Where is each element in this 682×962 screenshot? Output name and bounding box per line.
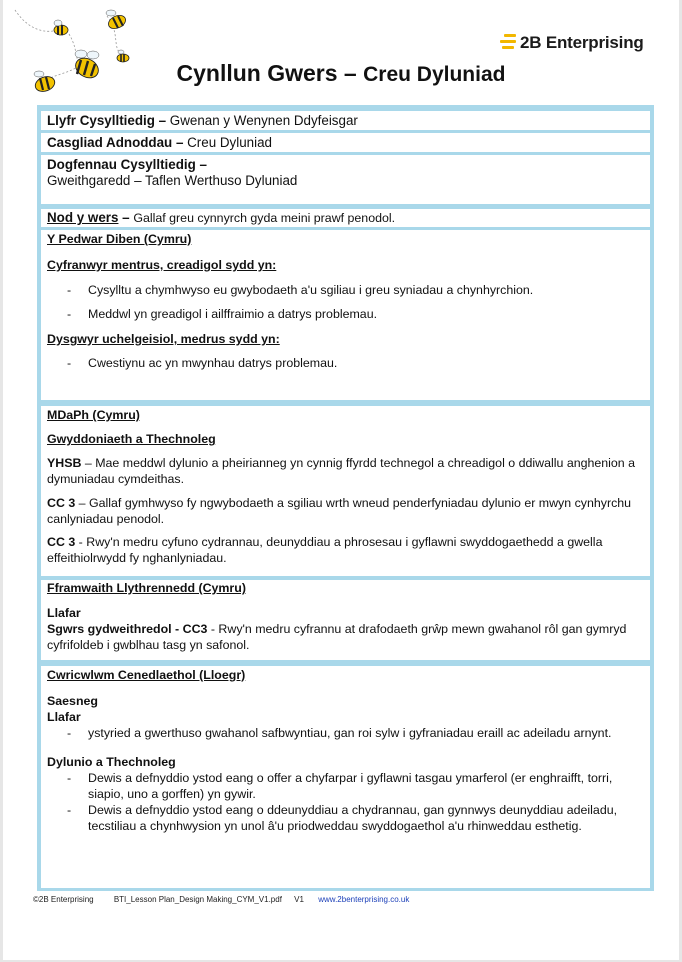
list-item: - ystyried a gwerthuso gwahanol safbwyntiau, gan roi sylw i gyfraniadau eraill ac adeiladu arnynt. xyxy=(47,725,644,741)
subsection-heading: Cyfranwyr mentrus, creadigol sydd yn: xyxy=(47,258,277,272)
lesson-plan-table xyxy=(37,105,654,891)
linked-book-row: Llyfr Cysylltiedig – Gwenan y Wenynen Ddyfeisgar xyxy=(40,110,651,131)
statement-item: CC 3 - Rwy'n medru cyfuno cydrannau, deunyddiau a phrosesau i gyflawni swyddogaethedd a gwella effeithiolrwydd fy nghanlyniadau. xyxy=(47,535,603,565)
section-heading: MDaPh (Cymru) xyxy=(47,408,140,422)
literacy-framework-section xyxy=(40,579,651,661)
national-curriculum-section xyxy=(40,665,651,889)
lesson-aim-row: Nod y wers – Gallaf greu cynnyrch gyda meini prawf penodol. xyxy=(40,208,651,228)
section-heading: Y Pedwar Diben (Cymru) xyxy=(47,232,192,246)
list-item: - Meddwl yn greadigol i ailffraimio a datrys problemau. xyxy=(47,306,644,322)
logo-mark-icon xyxy=(500,32,518,54)
subsection-label: Dylunio a Thechnoleg xyxy=(47,755,176,769)
section-heading: Cwricwlwm Cenedlaethol (Lloegr) xyxy=(47,668,246,682)
statement-item: CC 3 – Gallaf gymhwyso fy ngwybodaeth a sgiliau wrth wneud penderfyniadau dylunio er mwyn cynhyrchu canlyniadau penodol. xyxy=(47,496,632,526)
section-heading: Fframwaith Llythrennedd (Cymru) xyxy=(47,581,246,595)
statement-item: Sgwrs gydweithredol - CC3 - Rwy'n medru cyfrannu at drafodaeth grŵp mewn gwahanol rôl gan gymryd cyfrifoldeb i gwblhau tasg yn safonol. xyxy=(47,622,627,652)
list-item: - Cwestiynu ac yn mwynhau datrys problemau. xyxy=(47,355,644,371)
subsection-heading: Gwyddoniaeth a Thechnoleg xyxy=(47,432,216,446)
subsection-label: Llafar xyxy=(47,606,81,620)
linked-documents-row: Dogfennau Cysylltiedig – Gweithgaredd – Taflen Werthuso Dyluniad xyxy=(40,154,651,205)
logo-text: 2B Enterprising xyxy=(520,33,644,52)
list-item: - Dewis a defnyddio ystod eang o ddeunyddiau a chydrannau, gan gynnwys deunyddiau adeiladu, tecstiliau a chynhwysion yn unol â'u priodweddau swyddogaethol a'u rhinweddau esthetig. xyxy=(47,802,644,834)
page-title: Cynllun Gwers – Creu Dyluniad xyxy=(176,60,506,86)
list-item: - Cysylltu a chymhwyso eu gwybodaeth a'u sgiliau i greu syniadau a chynhyrchion. xyxy=(47,282,644,298)
document-page xyxy=(3,0,679,960)
brand-logo xyxy=(500,27,660,59)
mdaph-section xyxy=(40,405,651,577)
statement-item: YHSB – Mae meddwl dylunio a pheirianneg yn cynnig ffyrdd technegol a chreadigol o ddiwallu anghenion a dymuniadau cymdeithas. xyxy=(47,456,636,486)
subsection-label: Llafar xyxy=(47,710,81,724)
four-purposes-section xyxy=(40,229,651,401)
subsection-heading: Dysgwyr uchelgeisiol, medrus sydd yn: xyxy=(47,332,280,346)
list-item: - Dewis a defnyddio ystod eang o offer a chyfarpar i gyflawni tasgau ymarferol (er enghraifft, torri, siapio, uno a gorffen) yn gywir. xyxy=(47,770,644,802)
bee-icon xyxy=(54,20,68,35)
website-link[interactable]: www.2benterprising.co.uk xyxy=(318,895,410,904)
subsection-label: Saesneg xyxy=(47,694,98,708)
resource-collection-row: Casgliad Adnoddau – Creu Dyluniad xyxy=(40,132,651,153)
page-footer: ©2B Enterprising BTI_Lesson Plan_Design Making_CYM_V1.pdf V1 www.2benterprising.co.uk xyxy=(33,895,410,904)
